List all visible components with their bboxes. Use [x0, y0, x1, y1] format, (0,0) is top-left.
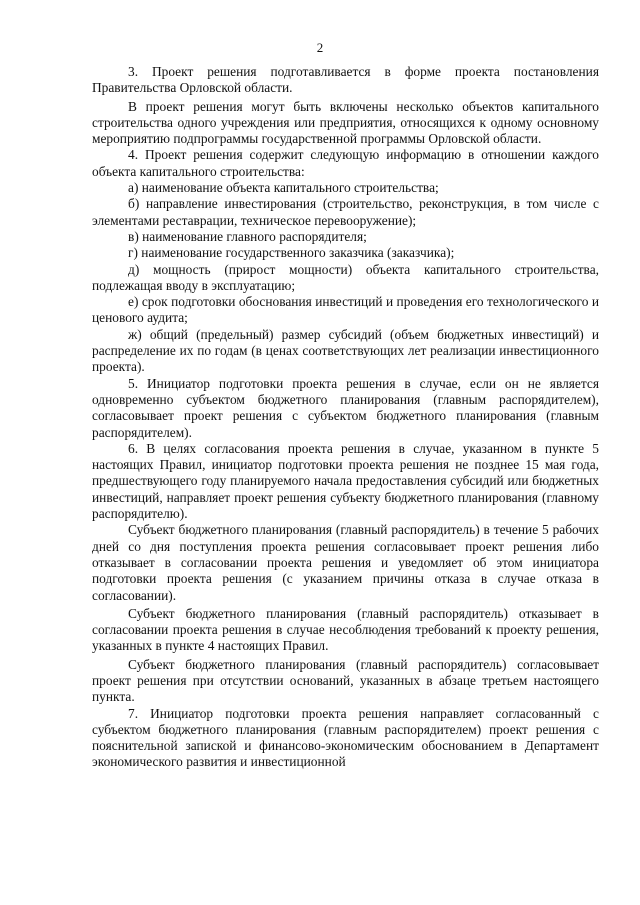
list-item-d: д) мощность (прирост мощности) объекта капитального строительства, подлежащая вводу в эксплуатацию; — [92, 261, 599, 293]
paragraph-4: 4. Проект решения содержит следующую информацию в отношении каждого объекта капитального строительства: — [92, 147, 599, 179]
list-item-e: е) срок подготовки обоснования инвестиций и проведения его технологического и ценового аудита; — [92, 294, 599, 326]
page-number: 2 — [316, 40, 324, 55]
list-item-v: в) наименование главного распорядителя; — [128, 228, 367, 244]
paragraph-6-subject-refusal: Субъект бюджетного планирования (главный распорядитель) отказывает в согласовании проекта решения в случае несоблюдения требований к проекту решения, указанных в пункте 4 настоящих Правил. — [92, 605, 599, 654]
paragraph-6-subject-agreement: Субъект бюджетного планирования (главный распорядитель) согласовывает проект решения при отсутствии оснований, указанных в абзаце третьем настоящего пункта. — [92, 656, 599, 705]
paragraph-6: 6. В целях согласования проекта решения в случае, указанном в пункте 5 настоящих Правил, инициатор подготовки проекта решения не позднее 15 мая года, предшествующего году планируемого начала предоставления субсидий или бюджетных инвестиций, направляет проект решения субъекту бюджетного планирования (главному распорядителю). — [92, 440, 599, 522]
paragraph-7: 7. Инициатор подготовки проекта решения направляет согласованный с субъектом бюджетного планирования (главным распорядителем) проект решения с пояснительной запиской и финансово-экономическим обоснованием в Департамент экономического развития и инвестиционной — [92, 705, 599, 770]
list-item-b: б) направление инвестирования (строительство, реконструкция, в том числе с элементами реставрации, техническое перевооружение); — [92, 196, 599, 228]
paragraph-6-subject-approval: Субъект бюджетного планирования (главный распорядитель) в течение 5 рабочих дней со дня поступления проекта решения согласовывает проект решения либо отказывает в согласовании проекта решения и уведомляет об этом инициатора подготовки проекта решения (с указанием причины отказа в случае отказа в согласовании). — [92, 522, 599, 603]
list-item-zh: ж) общий (предельный) размер субсидий (объем бюджетных инвестиций) и распределение их по годам (в ценах соответствующих лет реализации инвестиционного проекта). — [92, 326, 599, 375]
list-item-a: а) наименование объекта капитального строительства; — [128, 180, 439, 196]
paragraph-5: 5. Инициатор подготовки проекта решения в случае, если он не является одновременно субъектом бюджетного планирования (главным распорядителем), согласовывает проект решения с субъектом бюджетного планирования (главным распорядителем). — [92, 375, 599, 440]
paragraph-3: 3. Проект решения подготавливается в форме проекта постановления Правительства Орловской области. — [92, 64, 599, 96]
document-body — [92, 64, 599, 771]
paragraph-3-addendum: В проект решения могут быть включены несколько объектов капитального строительства одного учреждения или предприятия, относящихся к одному основному мероприятию подпрограммы государственной программы Орловской области. — [92, 98, 599, 147]
list-item-g: г) наименование государственного заказчика (заказчика); — [128, 245, 455, 261]
